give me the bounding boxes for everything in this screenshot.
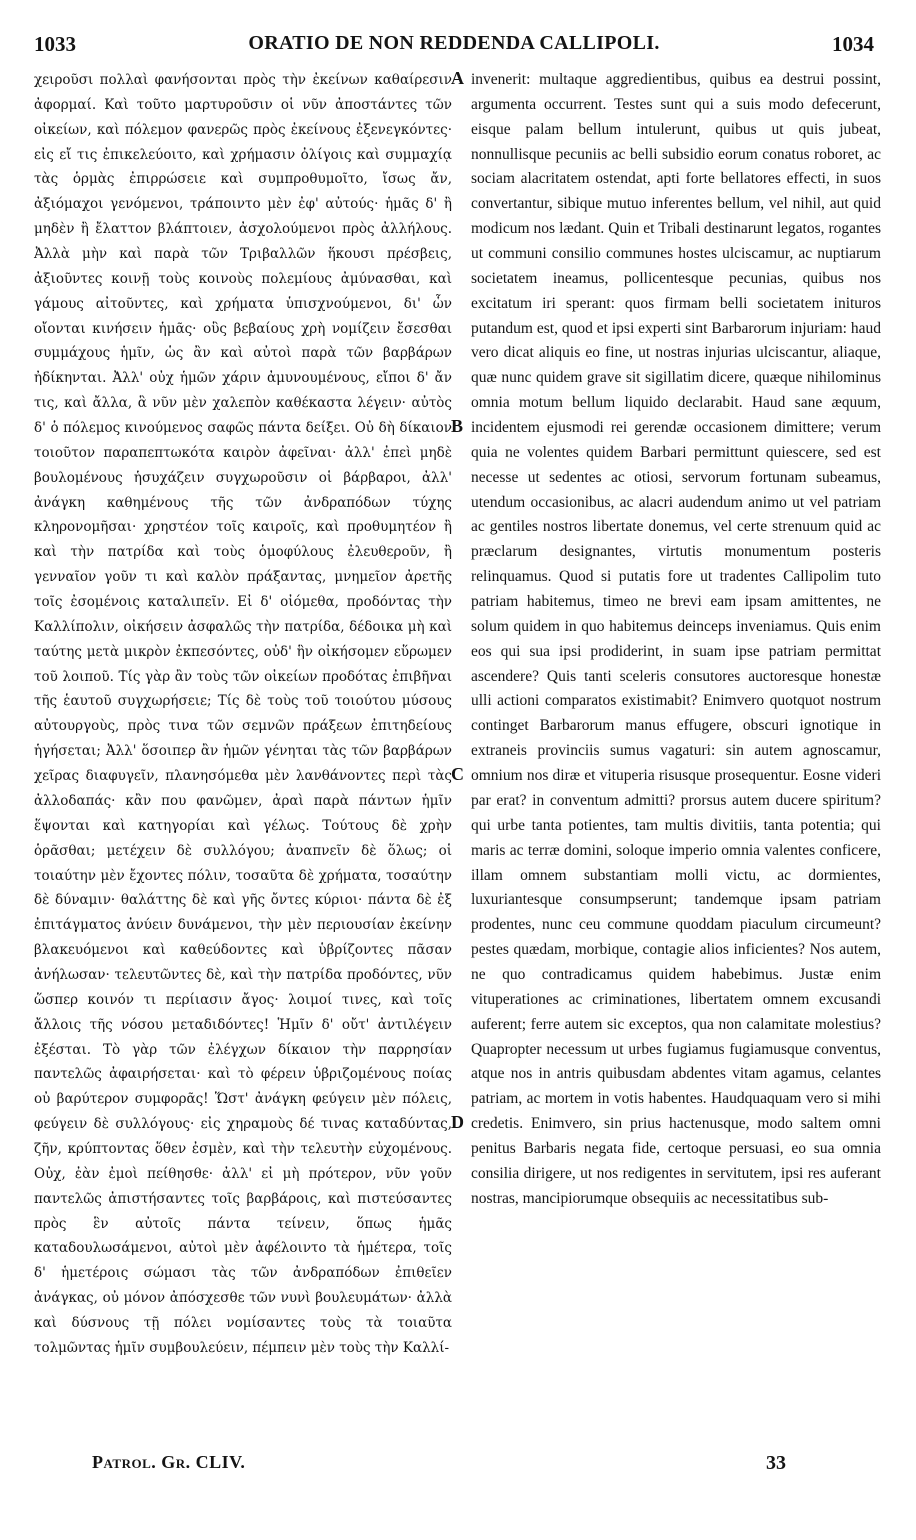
page-number-left: 1033 bbox=[34, 32, 76, 56]
page-number-right: 1034 bbox=[832, 32, 874, 56]
signature-mark: 33 bbox=[766, 1452, 786, 1474]
greek-column bbox=[34, 68, 452, 1361]
section-marker-c: C bbox=[451, 764, 464, 784]
page-footer bbox=[36, 1452, 874, 1482]
section-marker-b: B bbox=[451, 416, 464, 436]
latin-text: invenerit: multaque aggredientibus, quibus ea destrui possint, argumenta occurrent. Testes sunt qui a suis modo defecerunt, eisque palam bellum intulerunt, quibus ut quis jubeat, nonnullisque pecuniis ac belli subsidio eorum conatus roboret, ac sociam alacritatem ostendat, apti forte bellatores effecti, in suos convertantur, sibique mutuo inferentes bellum, vel nihil, aut quid modicum nos lædant. Quin et Tribali destinarunt legatos, rogantes ut communi consilio communes hostes ulciscamur, ac nuptiarum societatem ineamus, pollicentesque pecunias, quibus nos excitatum iri sperant: quos firmam belli societatem inituros putandum est, quod et ipsi experti sint Barbarorum injuriam: haud vero dicat aliquis eo fine, ut nostras injurias ulciscantur, aliaque, quæ nunc quidem grave sit sigillatim dicere, quæque nihilominus omnia motum bellum liquido declarabit. Haud sane æquum, incidentem ejusmodi rei gerendæ occasionem dimittere; verum quia ne volentes quidem Barbari permittunt quiescere, sed est necesse ut sedentes ac otiosi, servorum fortunam subeamus, utendum occasionibus, ac alacri audendum animo ut vel patriam ac gentiles nostros libertate donemus, vel certe strenuum quid ac præclarum designantes, virtutis monumentum posteris relinquamus. Quod si putatis fore ut tradentes Callipolim tuto patriam habitemus, timeo ne brevi eam ipsam amittentes, ne solum quidem in quo habitemus deinceps inveniamus. Quis enim eos qui sua ipsi prodiderint, in suam ipse patriam permittat ascendere? Quis tanti sceleris consutores auctoresque honestæ ulli actioni comparatos existimabit? Enimvero quotquot nostrum continget Barbarorum manus effugere, obscuri ignotique in extraneis provinciis sumus vagaturi: sin autem agnoscamur, omnium nos diræ et vituperia risusque prosequentur. Eosne videri par erat? in conventum admitti? prorsus autem ducere spiritum? qui urbe tanta potientes, tam multis divitiis, tanta potentia; qui maris ac terræ domini, soloque imperio omnia valentes conficere, illam omnem substantiam molli victu, ac dormientes, luxuriantesque consumpserunt; tandemque ipsam patriam prodentes, nunc ceu commune quoddam piaculum circumeunt? pestes quædam, morbique, contagie alios inficientes? Nos autem, ne quo contradicamus quidem habebimus. Justæ enim vituperationes ac criminationes, libertatem omnem excusandi auferent; ferre autem sic exceptos, qua non calamitate molestius? Quapropter necessum ut urbes fugiamus fugiamusque conventus, atque nos in antris quibusdam abdentes vitam agamus, celantes patriam, ac mortem in votis habentes. Haudquaquam vero si mihi credetis. Enimvero, sin prius hactenusque, modo saltem omni penitus Barbaris negata fide, certoque persuasi, eo sua omnia consilia dirigere, ut nos redigentes in servitutem, ipsi res auferant nostras, mancipiorumque obsequiis ac necessitatibus sub- bbox=[471, 71, 881, 1207]
running-title: ORATIO DE NON REDDENDA CALLIPOLI. bbox=[248, 32, 660, 54]
section-marker-d: D bbox=[451, 1112, 464, 1132]
latin-column bbox=[471, 68, 881, 1212]
running-header bbox=[34, 32, 874, 66]
series-reference: Patrol. Gr. CLIV. bbox=[92, 1452, 246, 1472]
greek-text: χειροῦσι πολλαὶ φανήσονται πρὸς τὴν ἐκείνων καθαίρεσιν ἀφορμαί. Καὶ τοῦτο μαρτυροῦσιν οἱ νῦν ἀποστάντες τῶν οἰκείων, καὶ πόλεμον φανερῶς πρὸς ἐκείνους ἐξενεγκόντες· εἰς εἴ τις ἐπικελεύοιτο, καὶ χρήμασιν ὀλίγοις καὶ συμμαχίᾳ τὰς ὁρμὰς ἐπιρρώσειε καὶ συμπροθυμοῖτο, ἴσως ἄν, ἀξιόμαχοι γενόμενοι, τράποιντο μὲν ἐφ' αὐτούς· ἡμᾶς δ' ἢ μηδὲν ἢ ἔλαττον βλάπτοιεν, ἀσχολούμενοι πρὸς ἀλλήλους. Ἀλλὰ μὴν καὶ παρὰ τῶν Τριβαλλῶν ἥκουσι πρέσβεις, ἀξιοῦντες κοινῇ τοὺς κοινοὺς πολεμίους ἀμύνασθαι, καὶ γάμους αἰτοῦντες, καὶ χρήματα ὑπισχνούμενοι, δι' ὧν οἴονται κινήσειν ἡμᾶς· οὓς βεβαίους χρὴ νομίζειν ἔσεσθαι συμμάχους ἡμῖν, ὡς ἂν καὶ αὐτοὶ παρὰ τῶν βαρβάρων ἠδίκηνται. Ἀλλ' οὐχ ἡμῶν χάριν ἀμυνουμένους, εἴποι δ' ἄν τις, καὶ ἄλλα, ἃ νῦν μὲν χαλεπὸν καθέκαστα λέγειν· αὐτὸς δ' ὁ πόλεμος κινούμενος σαφῶς πάντα δείξει. Οὐ δὴ δίκαιον τοιοῦτον παραπεπτωκότα καιρὸν ἀφεῖναι· ἀλλ' ἐπεὶ μηδὲ βουλομένους ἡσυχάζειν συγχωροῦσιν οἱ βάρβαροι, ἀλλ' ἀνάγκη καθημένους τῆς τῶν ἀνδραπόδων τύχης κληρονομῆσαι· χρηστέον τοῖς καιροῖς, καὶ προθυμητέον ἢ καὶ τὴν πατρίδα καὶ τοὺς ὁμοφύλους ἐλευθεροῦν, ἢ γενναῖον γοῦν τι καὶ καλὸν πράξαντας, μνημεῖον ἀρετῆς τοῖς ἐσομένοις καταλιπεῖν. Εἰ δ' οἰόμεθα, προδόντας τὴν Καλλίπολιν, οἰκήσειν ἀσφαλῶς τὴν πατρίδα, δέδοικα μὴ καὶ ταύτης μετὰ μικρὸν ἐκπεσόντες, οὐδ' ἣν οἰκήσομεν εὕρωμεν τοῦ λοιποῦ. Τίς γὰρ ἂν τοὺς τῶν οἰκείων προδότας ἐπιβῆναι τῆς ἑαυτοῦ συγχωρήσειε; Τίς δὲ τοὺς τοῦ τοιούτου μύσους αὐτουργοὺς, πρὸς τινα τῶν σεμνῶν πράξεων ἐπιτηδείους ἡγήσεται; Ἀλλ' ὅσοιπερ ἂν ἡμῶν γένηται τὰς τῶν βαρβάρων χεῖρας διαφυγεῖν, πλανησόμεθα μὲν λανθάνοντες περὶ τὰς ἀλλοδαπάς· κἂν που φανῶμεν, ἀραὶ παρὰ πάντων ἡμῖν ἕψονται καὶ κατηγορίαι καὶ γέλως. Τούτους δὲ χρὴν ὁρᾶσθαι; μετέχειν δὲ συλλόγου; ἀναπνεῖν δὲ ὅλως; οἱ τοιαύτην μὲν ἔχοντες πόλιν, τοσαῦτα δὲ χρήματα, τοσαύτην δὲ δύναμιν· θαλάττης δὲ καὶ γῆς ὄντες κύριοι· πάντα δὲ ἐξ ἐπιτάγματος ἀνύειν δυνάμενοι, τὴν μὲν περιουσίαν ἐκείνην βλακευόμενοι καὶ καθεύδοντες καὶ ὑβρίζοντες πᾶσαν ἀνήλωσαν· τελευτῶντες δὲ, καὶ τὴν πατρίδα προδόντες, νῦν ὥσπερ κοινόν τι περίιασιν ἄγος· λοιμοί τινες, καὶ τοῖς ἄλλοις τῆς νόσου μεταδιδόντες! Ἡμῖν δ' οὔτ' ἀντιλέγειν ἐξέσται. Τὸ γὰρ τῶν ἐλέγχων δίκαιον τὴν παρρησίαν παντελῶς ἀφαιρήσεται· καὶ τὸ φέρειν ὑβριζομένους ποίας οὐ βαρύτερον συμφορᾶς! Ὥστ' ἀνάγκη φεύγειν μὲν πόλεις, φεύγειν δὲ συλλόγους· εἰς χηραμοὺς δέ τινας καταδύντας, ζῆν, κρύπτοντας ὅθεν ἐσμὲν, καὶ τὴν τελευτὴν εὐχομένους. Οὐχ, ἐὰν ἐμοὶ πείθησθε· ἀλλ' εἰ μὴ πρότερον, νῦν γοῦν παντελῶς ἀπιστήσαντες τοῖς βαρβάροις, καὶ πιστεύσαντες πρὸς ἓν αὐτοῖς πάντα τείνειν, ὅπως ἡμᾶς καταδουλωσάμενοι, αὐτοὶ μὲν ἀφέλοιντο τὰ ἡμέτερα, τοῖς δ' ἡμετέροις σώμασι τὰς τῶν ἀνδραπόδων ἐπιθεῖεν ἀνάγκας, οὐ μόνον ἀπόσχεσθε τῶν νυνὶ βουλευμάτων· ἀλλὰ καὶ δύσνους τῇ πόλει νομίσαντες τοὺς τὰ τοιαῦτα τολμῶντας ἡμῖν συμβουλεύειν, πέμπειν μὲν τοὺς τὴν Καλλί- bbox=[34, 72, 452, 1356]
section-marker-a: A bbox=[451, 68, 464, 88]
